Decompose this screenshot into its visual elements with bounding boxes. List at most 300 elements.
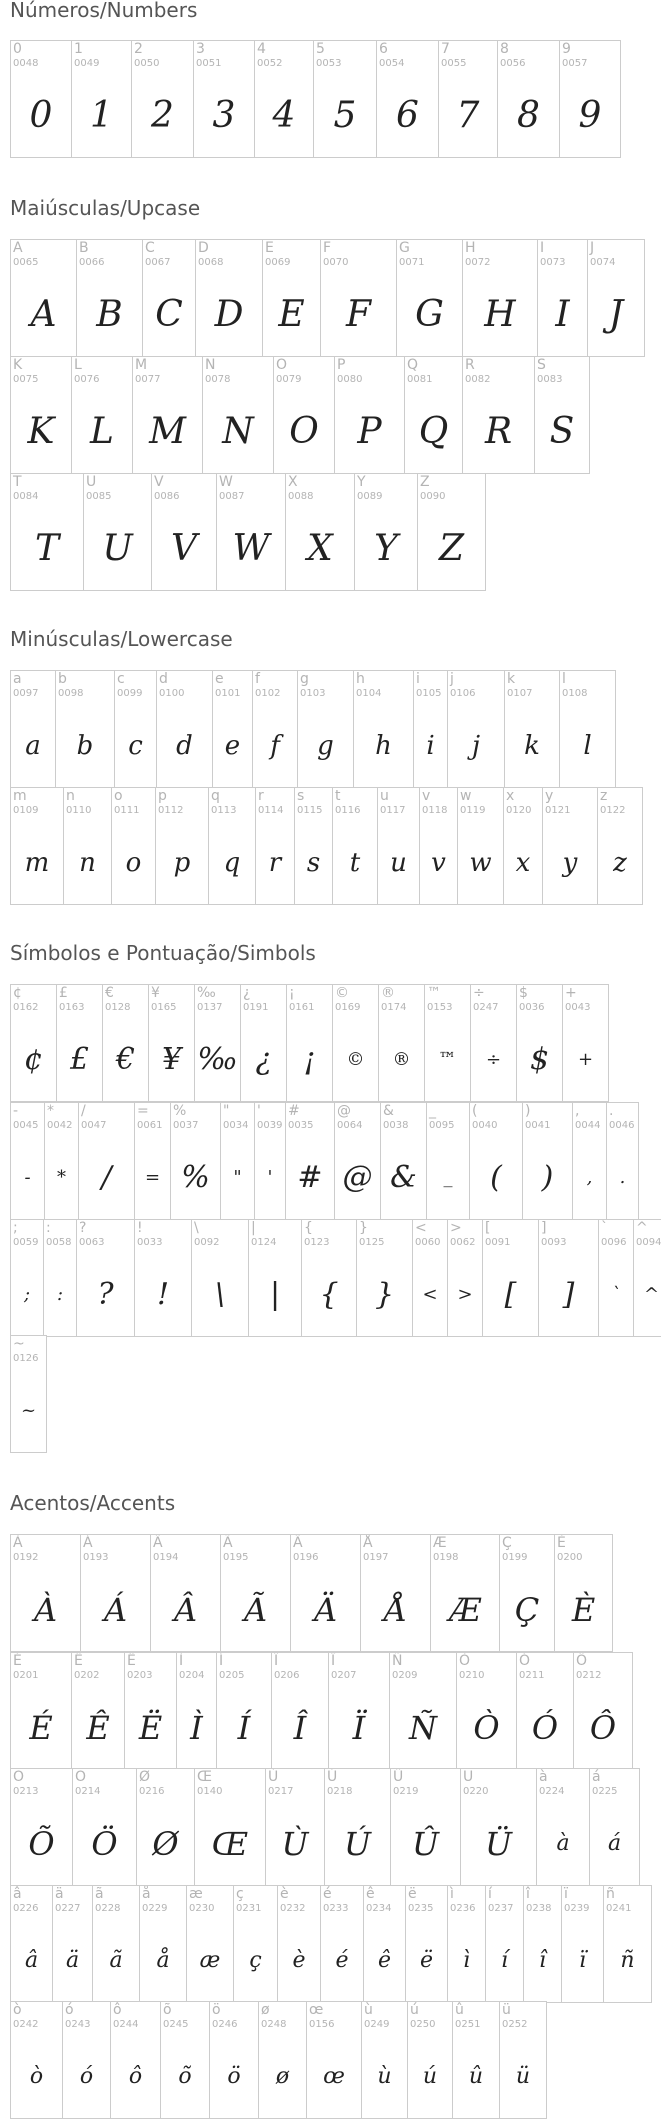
glyph-cell-q bbox=[208, 787, 256, 905]
glyph-char-label: î bbox=[526, 1886, 530, 1902]
glyph-code-label: 0111 bbox=[114, 805, 140, 816]
glyph-sample: õ bbox=[178, 2064, 192, 2089]
glyph-char-label: * bbox=[47, 1103, 54, 1119]
glyph-sample: Q bbox=[418, 411, 449, 452]
glyph-cell-t-upper bbox=[10, 473, 84, 591]
glyph-char-label: Õ bbox=[13, 1769, 25, 1785]
glyph-sample: 6 bbox=[396, 95, 419, 136]
glyph-cell-j-upper bbox=[587, 239, 645, 357]
glyph-sample: D bbox=[214, 294, 244, 335]
glyph-sample: Ñ bbox=[409, 1709, 437, 1747]
glyph-cell-x-upper bbox=[285, 473, 355, 591]
glyph-char-label: ù bbox=[364, 2002, 373, 2018]
glyph-cell-u0204 bbox=[176, 1652, 217, 1770]
glyph-code-label: 0073 bbox=[540, 257, 566, 268]
glyph-char-label: q bbox=[211, 788, 220, 804]
glyph-sample: y bbox=[562, 848, 578, 878]
glyph-sample: n bbox=[79, 848, 96, 878]
glyph-code-label: 0096 bbox=[601, 1237, 627, 1248]
glyph-char-label: # bbox=[288, 1103, 300, 1119]
glyph-char-label: t bbox=[335, 788, 341, 804]
glyph-sample: ü bbox=[515, 2064, 531, 2089]
glyph-code-label: 0248 bbox=[261, 2019, 287, 2030]
glyph-code-label: 0199 bbox=[502, 1552, 528, 1563]
glyph-code-label: 0196 bbox=[293, 1552, 319, 1563]
glyph-cell-3 bbox=[193, 40, 255, 158]
glyph-cell-k-upper bbox=[10, 356, 72, 474]
glyph-cell-u0214 bbox=[72, 1768, 137, 1886]
glyph-sample: N bbox=[222, 411, 254, 452]
glyph-code-label: 0128 bbox=[105, 1002, 131, 1013]
glyph-code-label: 0120 bbox=[506, 805, 532, 816]
glyph-cell-u0251 bbox=[452, 2001, 500, 2119]
glyph-code-label: 0038 bbox=[383, 1120, 409, 1131]
glyph-sample: È bbox=[571, 1591, 596, 1629]
glyph-cell-u0230 bbox=[186, 1885, 234, 2003]
glyph-code-label: 0137 bbox=[197, 1002, 223, 1013]
glyph-sample: b bbox=[76, 731, 94, 761]
glyph-cell-4 bbox=[254, 40, 314, 158]
glyph-cell-number-sign bbox=[285, 1102, 335, 1220]
glyph-char-label: ( bbox=[472, 1103, 478, 1119]
glyph-code-label: 0099 bbox=[117, 688, 143, 699]
glyph-code-label: 0220 bbox=[463, 1786, 489, 1797]
glyph-code-label: 0213 bbox=[13, 1786, 39, 1797]
glyph-code-label: 0209 bbox=[392, 1670, 418, 1681]
glyph-char-label: ® bbox=[381, 985, 395, 1001]
glyph-char-label: 4 bbox=[257, 41, 266, 57]
glyph-code-label: 0245 bbox=[163, 2019, 189, 2030]
glyph-char-label: [ bbox=[485, 1220, 491, 1236]
glyph-char-label: E bbox=[265, 240, 274, 256]
glyph-cell-f bbox=[252, 670, 298, 788]
glyph-sample: = bbox=[144, 1167, 161, 1188]
glyph-cell-u0246 bbox=[209, 2001, 259, 2119]
glyph-cell-u0228 bbox=[92, 1885, 140, 2003]
glyph-cell-right-bracket bbox=[538, 1219, 599, 1337]
glyph-sample: Ä bbox=[313, 1591, 338, 1629]
glyph-char-label: Œ bbox=[197, 1769, 212, 1785]
glyph-char-label: V bbox=[154, 474, 164, 490]
glyph-cell-1 bbox=[71, 40, 132, 158]
glyph-code-label: 0225 bbox=[592, 1786, 618, 1797]
glyph-code-label: 0201 bbox=[13, 1670, 39, 1681]
glyph-char-label: X bbox=[288, 474, 298, 490]
glyph-cell-exclamation bbox=[134, 1219, 192, 1337]
glyph-code-label: 0118 bbox=[422, 805, 448, 816]
glyph-code-label: 0048 bbox=[13, 58, 39, 69]
glyph-char-label: Ó bbox=[519, 1653, 531, 1669]
glyph-char-label: 8 bbox=[500, 41, 509, 57]
glyph-code-label: 0063 bbox=[79, 1237, 105, 1248]
glyph-sample: ® bbox=[392, 1049, 411, 1070]
glyph-sample: s bbox=[306, 848, 321, 878]
glyph-cell-b-upper bbox=[76, 239, 143, 357]
glyph-sample: , bbox=[586, 1167, 593, 1188]
glyph-code-label: 0161 bbox=[289, 1002, 315, 1013]
glyph-code-label: 0193 bbox=[83, 1552, 109, 1563]
glyph-code-label: 0034 bbox=[223, 1120, 249, 1131]
glyph-cell-h-upper bbox=[462, 239, 538, 357]
glyph-code-label: 0088 bbox=[288, 491, 314, 502]
glyph-cell-u0156 bbox=[306, 2001, 362, 2119]
glyph-char-label: o bbox=[114, 788, 123, 804]
glyph-sample: E bbox=[278, 294, 305, 335]
glyph-sample: ê bbox=[377, 1948, 392, 1973]
glyph-sample: } bbox=[374, 1277, 395, 1312]
glyph-code-label: 0121 bbox=[545, 805, 571, 816]
glyph-cell-u0199 bbox=[499, 1534, 555, 1652]
glyph-char-label: 9 bbox=[562, 41, 571, 57]
glyph-cell-plus bbox=[562, 984, 609, 1102]
glyph-sample: Œ bbox=[211, 1825, 249, 1863]
glyph-code-label: 0085 bbox=[86, 491, 112, 502]
glyph-char-label: $ bbox=[519, 985, 528, 1001]
glyph-code-label: 0251 bbox=[455, 2019, 481, 2030]
glyph-code-label: 0065 bbox=[13, 257, 39, 268]
glyph-sample: P bbox=[357, 411, 382, 452]
glyph-cell-pound bbox=[56, 984, 103, 1102]
glyph-code-label: 0061 bbox=[137, 1120, 163, 1131]
glyph-sample: 5 bbox=[333, 95, 357, 136]
glyph-code-label: 0077 bbox=[135, 374, 161, 385]
glyph-char-label: Q bbox=[407, 357, 419, 373]
glyph-code-label: 0054 bbox=[379, 58, 405, 69]
glyph-char-label: v bbox=[422, 788, 431, 804]
glyph-sample: O bbox=[289, 411, 319, 452]
glyph-cell-e-upper bbox=[262, 239, 321, 357]
glyph-char-label: F bbox=[323, 240, 332, 256]
glyph-char-label: Ã bbox=[223, 1535, 233, 1551]
glyph-sample: Â bbox=[173, 1591, 198, 1629]
glyph-cell-m-upper bbox=[132, 356, 203, 474]
glyph-char-label: ò bbox=[13, 2002, 22, 2018]
section-title: Acentos/Accents bbox=[10, 1491, 176, 1515]
glyph-char-label: b bbox=[58, 671, 67, 687]
glyph-code-label: 0071 bbox=[399, 257, 425, 268]
glyph-char-label: K bbox=[13, 357, 23, 373]
glyph-code-label: 0089 bbox=[357, 491, 383, 502]
glyph-char-label: Ö bbox=[75, 1769, 87, 1785]
glyph-sample: ( bbox=[490, 1160, 502, 1195]
glyph-code-label: 0052 bbox=[257, 58, 283, 69]
glyph-char-label: 7 bbox=[441, 41, 450, 57]
glyph-cell-registered bbox=[378, 984, 425, 1102]
glyph-char-label: R bbox=[465, 357, 475, 373]
glyph-cell-u0241 bbox=[603, 1885, 652, 2003]
glyph-cell-comma bbox=[572, 1102, 607, 1220]
glyph-sample: _ bbox=[443, 1167, 453, 1188]
glyph-sample: o bbox=[125, 848, 142, 878]
glyph-code-label: 0057 bbox=[562, 58, 588, 69]
glyph-code-label: 0115 bbox=[297, 805, 323, 816]
glyph-sample: ¥ bbox=[161, 1042, 182, 1077]
glyph-sample: h bbox=[375, 731, 392, 761]
glyph-char-label: = bbox=[137, 1103, 149, 1119]
glyph-char-label: ê bbox=[366, 1886, 375, 1902]
glyph-sample: Z bbox=[438, 528, 464, 569]
glyph-code-label: 0125 bbox=[359, 1237, 385, 1248]
glyph-char-label: g bbox=[300, 671, 309, 687]
glyph-char-label: } bbox=[359, 1220, 368, 1236]
glyph-char-label: Ï bbox=[331, 1653, 336, 1669]
glyph-cell-y bbox=[542, 787, 598, 905]
glyph-cell-u0216 bbox=[136, 1768, 195, 1886]
glyph-char-label: û bbox=[455, 2002, 464, 2018]
glyph-char-label: ì bbox=[450, 1886, 454, 1902]
glyph-cell-u0210 bbox=[456, 1652, 517, 1770]
glyph-sample: j bbox=[471, 731, 481, 761]
glyph-cell-o bbox=[111, 787, 156, 905]
glyph-sample: Ê bbox=[86, 1709, 110, 1747]
glyph-code-label: 0041 bbox=[525, 1120, 551, 1131]
glyph-cell-u0217 bbox=[265, 1768, 325, 1886]
glyph-cell-g bbox=[297, 670, 354, 788]
glyph-char-label: < bbox=[415, 1220, 427, 1236]
glyph-sample: ó bbox=[79, 2064, 94, 2089]
glyph-sample: ã bbox=[109, 1948, 123, 1973]
glyph-sample: G bbox=[415, 294, 444, 335]
glyph-char-label: w bbox=[460, 788, 472, 804]
glyph-code-label: 0219 bbox=[393, 1786, 419, 1797]
glyph-char-label: Y bbox=[357, 474, 366, 490]
glyph-sample: 8 bbox=[517, 95, 540, 136]
glyph-sample: * bbox=[57, 1167, 66, 1188]
glyph-char-label: Â bbox=[153, 1535, 163, 1551]
glyph-sample: Ù bbox=[281, 1825, 309, 1863]
glyph-char-label: l bbox=[562, 671, 566, 687]
glyph-sample: Ø bbox=[152, 1825, 179, 1863]
glyph-char-label: { bbox=[304, 1220, 313, 1236]
glyph-cell-u0192 bbox=[10, 1534, 81, 1652]
glyph-cell-euro bbox=[102, 984, 149, 1102]
glyph-sample: ç bbox=[249, 1948, 262, 1973]
glyph-cell-6 bbox=[376, 40, 439, 158]
glyph-cell-u0218 bbox=[324, 1768, 391, 1886]
glyph-code-label: 0036 bbox=[519, 1002, 545, 1013]
glyph-code-label: 0165 bbox=[151, 1002, 177, 1013]
glyph-char-label: m bbox=[13, 788, 27, 804]
glyph-cell-u0225 bbox=[589, 1768, 640, 1886]
glyph-sample: A bbox=[30, 294, 57, 335]
glyph-cell-caret bbox=[633, 1219, 661, 1337]
glyph-cell-u0224 bbox=[536, 1768, 590, 1886]
glyph-sample: ' bbox=[267, 1167, 273, 1188]
glyph-cell-c-upper bbox=[142, 239, 196, 357]
glyph-char-label: é bbox=[323, 1886, 332, 1902]
glyph-cell-u0220 bbox=[460, 1768, 537, 1886]
glyph-char-label: © bbox=[335, 985, 349, 1001]
glyph-code-label: 0174 bbox=[381, 1002, 407, 1013]
glyph-char-label: \ bbox=[194, 1220, 199, 1236]
glyph-char-label: ¿ bbox=[243, 985, 251, 1001]
section-title: Números/Numbers bbox=[10, 0, 198, 22]
glyph-code-label: 0202 bbox=[74, 1670, 100, 1681]
glyph-char-label: ø bbox=[261, 2002, 270, 2018]
glyph-code-label: 0080 bbox=[337, 374, 363, 385]
glyph-sample: # bbox=[297, 1160, 323, 1195]
glyph-code-label: 0169 bbox=[335, 1002, 361, 1013]
glyph-cell-u0201 bbox=[10, 1652, 72, 1770]
glyph-code-label: 0206 bbox=[274, 1670, 300, 1681]
glyph-sample: 0 bbox=[29, 95, 53, 136]
glyph-code-label: 0047 bbox=[81, 1120, 107, 1131]
glyph-sample: C bbox=[155, 294, 183, 335]
glyph-code-label: 0217 bbox=[268, 1786, 294, 1797]
glyph-char-label: À bbox=[13, 1535, 23, 1551]
glyph-cell-u0249 bbox=[361, 2001, 408, 2119]
glyph-sample: ú bbox=[422, 2064, 438, 2089]
glyph-char-label: i bbox=[416, 671, 420, 687]
glyph-cell-copyright bbox=[332, 984, 379, 1102]
glyph-char-label: ) bbox=[525, 1103, 531, 1119]
glyph-char-label: ÷ bbox=[473, 985, 485, 1001]
glyph-char-label: ë bbox=[408, 1886, 417, 1902]
glyph-code-label: 0192 bbox=[13, 1552, 39, 1563]
glyph-char-label: Û bbox=[393, 1769, 404, 1785]
glyph-char-label: ; bbox=[13, 1220, 18, 1236]
glyph-sample: 1 bbox=[90, 95, 113, 136]
glyph-char-label: H bbox=[465, 240, 476, 256]
glyph-code-label: 0069 bbox=[265, 257, 291, 268]
glyph-char-label: ü bbox=[502, 2002, 511, 2018]
glyph-code-label: 0093 bbox=[541, 1237, 567, 1248]
glyph-sample: ! bbox=[156, 1277, 170, 1312]
glyph-sample: À bbox=[33, 1591, 58, 1629]
glyph-code-label: 0204 bbox=[179, 1670, 205, 1681]
glyph-char-label: Ù bbox=[268, 1769, 279, 1785]
glyph-code-label: 0103 bbox=[300, 688, 326, 699]
glyph-cell-left-bracket bbox=[482, 1219, 539, 1337]
glyph-sample: % bbox=[181, 1160, 210, 1195]
glyph-code-label: 0044 bbox=[575, 1120, 601, 1131]
glyph-char-label: à bbox=[539, 1769, 548, 1785]
glyph-sample: Y bbox=[374, 528, 398, 569]
glyph-cell-right-paren bbox=[522, 1102, 573, 1220]
glyph-cell-5 bbox=[313, 40, 377, 158]
glyph-code-label: 0070 bbox=[323, 257, 349, 268]
glyph-char-label: Ô bbox=[576, 1653, 588, 1669]
glyph-sample: ‰ bbox=[197, 1042, 238, 1077]
glyph-cell-p-upper bbox=[334, 356, 405, 474]
glyph-char-label: _ bbox=[429, 1103, 436, 1119]
glyph-cell-l bbox=[559, 670, 616, 788]
glyph-char-label: ö bbox=[212, 2002, 221, 2018]
glyph-code-label: 0126 bbox=[13, 1353, 39, 1364]
glyph-sample: H bbox=[484, 294, 516, 335]
glyph-code-label: 0112 bbox=[158, 805, 184, 816]
glyph-sample: U bbox=[102, 528, 133, 569]
glyph-sample: é bbox=[335, 1948, 349, 1973]
glyph-sample: + bbox=[577, 1049, 594, 1070]
glyph-cell-vertical-bar bbox=[248, 1219, 302, 1337]
glyph-code-label: 0231 bbox=[236, 1903, 262, 1914]
glyph-cell-dollar bbox=[516, 984, 563, 1102]
glyph-char-label: c bbox=[117, 671, 125, 687]
glyph-cell-n bbox=[63, 787, 112, 905]
glyph-cell-c bbox=[114, 670, 157, 788]
glyph-code-label: 0236 bbox=[450, 1903, 476, 1914]
glyph-code-label: 0087 bbox=[219, 491, 245, 502]
glyph-cell-u0209 bbox=[389, 1652, 457, 1770]
glyph-code-label: 0216 bbox=[139, 1786, 165, 1797]
glyph-sample: Ö bbox=[91, 1825, 118, 1863]
glyph-char-label: ' bbox=[257, 1103, 261, 1119]
glyph-code-label: 0035 bbox=[288, 1120, 314, 1131]
glyph-cell-i-upper bbox=[537, 239, 588, 357]
glyph-char-label: ¡ bbox=[289, 985, 295, 1001]
glyph-code-label: 0214 bbox=[75, 1786, 101, 1797]
glyph-cell-u0200 bbox=[554, 1534, 613, 1652]
glyph-code-label: 0114 bbox=[258, 805, 284, 816]
glyph-char-label: % bbox=[173, 1103, 187, 1119]
glyph-char-label: è bbox=[280, 1886, 289, 1902]
glyph-char-label: 6 bbox=[379, 41, 388, 57]
glyph-cell-b bbox=[55, 670, 115, 788]
glyph-cell-slash bbox=[78, 1102, 135, 1220]
glyph-code-label: 0082 bbox=[465, 374, 491, 385]
glyph-cell-trademark bbox=[424, 984, 471, 1102]
glyph-code-label: 0090 bbox=[420, 491, 446, 502]
glyph-code-label: 0037 bbox=[173, 1120, 199, 1131]
glyph-cell-v bbox=[419, 787, 458, 905]
glyph-char-label: í bbox=[488, 1886, 492, 1902]
glyph-sample: Ü bbox=[485, 1825, 512, 1863]
glyph-char-label: Ú bbox=[327, 1769, 338, 1785]
glyph-cell-x bbox=[503, 787, 543, 905]
glyph-char-label: å bbox=[142, 1886, 151, 1902]
glyph-cell-asterisk bbox=[44, 1102, 79, 1220]
glyph-code-label: 0064 bbox=[337, 1120, 363, 1131]
glyph-sample: f bbox=[270, 731, 280, 761]
glyph-char-label: 3 bbox=[196, 41, 205, 57]
glyph-sample: € bbox=[115, 1042, 136, 1077]
glyph-char-label: d bbox=[159, 671, 168, 687]
glyph-char-label: O bbox=[276, 357, 288, 373]
glyph-sample: í bbox=[500, 1948, 509, 1973]
glyph-code-label: 0075 bbox=[13, 374, 39, 385]
glyph-char-label: Ø bbox=[139, 1769, 151, 1785]
glyph-code-label: 0194 bbox=[153, 1552, 179, 1563]
glyph-cell-i bbox=[413, 670, 448, 788]
glyph-char-label: á bbox=[592, 1769, 601, 1785]
glyph-cell-u0236 bbox=[447, 1885, 486, 2003]
glyph-code-label: 0191 bbox=[243, 1002, 269, 1013]
glyph-char-label: ñ bbox=[606, 1886, 615, 1902]
section-title: Minúsculas/Lowercase bbox=[10, 627, 233, 651]
glyph-code-label: 0119 bbox=[460, 805, 486, 816]
glyph-cell-u0237 bbox=[485, 1885, 524, 2003]
glyph-char-label: ‰ bbox=[197, 985, 216, 1001]
glyph-sample: L bbox=[90, 411, 114, 452]
glyph-code-label: 0072 bbox=[465, 257, 491, 268]
glyph-code-label: 0211 bbox=[519, 1670, 545, 1681]
glyph-cell-u0245 bbox=[160, 2001, 210, 2119]
glyph-sample: î bbox=[538, 1948, 547, 1973]
glyph-cell-question bbox=[76, 1219, 135, 1337]
glyph-code-label: 0198 bbox=[433, 1552, 459, 1563]
glyph-char-label: s bbox=[297, 788, 305, 804]
glyph-code-label: 0123 bbox=[304, 1237, 330, 1248]
glyph-sample: ô bbox=[128, 2064, 143, 2089]
glyph-sample: 2 bbox=[151, 95, 174, 136]
glyph-cell-a bbox=[10, 670, 56, 788]
glyph-cell-u0194 bbox=[150, 1534, 221, 1652]
glyph-char-label: 1 bbox=[74, 41, 83, 57]
glyph-cell-e bbox=[212, 670, 253, 788]
glyph-cell-m bbox=[10, 787, 64, 905]
glyph-sample: © bbox=[346, 1049, 365, 1070]
